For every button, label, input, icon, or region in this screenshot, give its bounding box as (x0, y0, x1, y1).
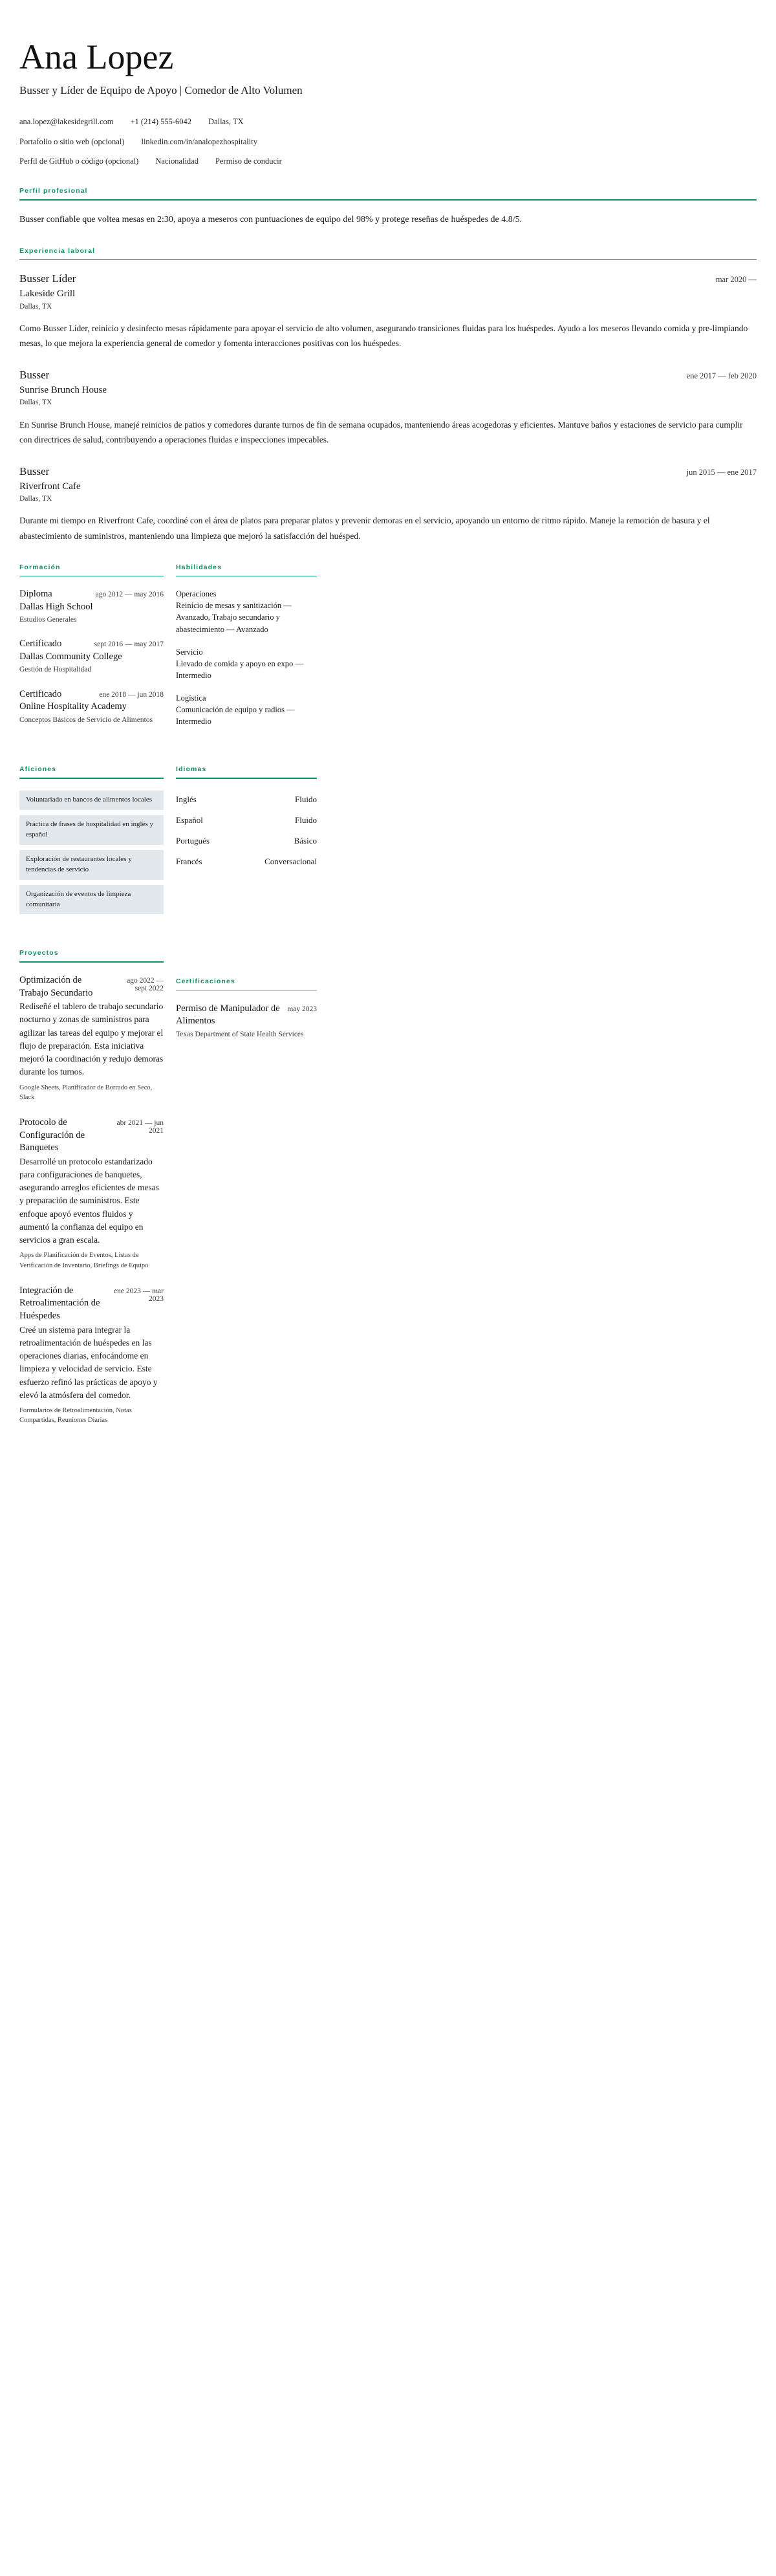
contact-location: Dallas, TX (208, 116, 244, 126)
skill-items: Llevado de comida y apoyo en expo — Intermedio (176, 659, 303, 680)
education-school: Dallas Community College (19, 651, 122, 662)
education-school: Dallas High School (19, 601, 93, 612)
project-title: Integración de Retroalimentación de Huéspedes (19, 1285, 100, 1322)
project-tools: Apps de Planificación de Eventos, Listas de Verificación de Inventario, Briefings de Equipo (19, 1252, 149, 1269)
experience-header (19, 368, 757, 382)
language-level: Fluido (295, 815, 317, 825)
column-projects (19, 949, 164, 1439)
education-header (19, 638, 164, 651)
language-name: Español (176, 815, 203, 825)
project-dates: ago 2022 — sept 2022 (127, 976, 164, 992)
experience-organization: Lakeside Grill (19, 289, 76, 300)
contact-phone[interactable]: +1 (214) 555-6042 (130, 116, 192, 126)
hobby-item: Exploración de restaurantes locales y tendencias de servicio (19, 850, 164, 880)
contact-nationality: Nacionalidad (155, 157, 199, 166)
contact-driving-licence: Permiso de conducir (215, 157, 282, 166)
section-divider-projects (19, 961, 164, 963)
hobby-item: Voluntariado en bancos de alimentos locales (19, 791, 164, 810)
section-divider-skills (176, 576, 317, 577)
column-languages (176, 765, 317, 873)
project-header (19, 974, 164, 999)
contact-row-primary (19, 116, 757, 128)
skill-group (176, 646, 317, 681)
experience-organization: Sunrise Brunch House (19, 385, 107, 396)
section-title-experience: Experiencia laboral (19, 246, 96, 255)
education-field: Estudios Generales (19, 616, 77, 624)
section-divider-hobbies (19, 778, 164, 779)
education-degree: Certificado (19, 639, 62, 649)
contact-email[interactable]: ana.lopez@lakesidegrill.com (19, 116, 114, 126)
experience-header (19, 464, 757, 478)
language-name: Inglés (176, 794, 197, 804)
certification-date: may 2023 (287, 1005, 317, 1013)
experience-description: Como Busser Líder, reinicio y desinfecto mesas rápidamente para apoyar el servicio de alto volumen, asegurando transiciones fluidas para los huéspedes. Ayudo a los meseros llevando comida y pre-limpiando mesas, lo que mejora la experiencia general de comedor y fomenta interacciones positivas con los huéspedes. (19, 323, 748, 349)
education-item (19, 588, 164, 625)
education-item (19, 638, 164, 675)
skill-category: Servicio (176, 647, 203, 657)
project-item (19, 1117, 164, 1271)
project-description: Desarrollé un protocolo estandarizado para configuraciones de banquetes, asegurando arreglos eficientes de mesas y preparación de suministros. Este enfoque apoyó eventos fluidos y aumentó la confianza del equipo en servicios a gran escala. (19, 1156, 159, 1245)
skill-group (176, 588, 317, 635)
project-header (19, 1117, 164, 1155)
education-school: Online Hospitality Academy (19, 701, 127, 712)
skill-category: Operaciones (176, 589, 217, 599)
column-skills (176, 563, 317, 739)
education-item (19, 688, 164, 725)
section-title-certifications: Certificaciones (176, 977, 235, 986)
project-dates: abr 2021 — jun 2021 (116, 1119, 164, 1135)
project-item (19, 1285, 164, 1426)
skill-group (176, 692, 317, 727)
section-divider-experience (19, 259, 757, 261)
experience-dates: mar 2020 — (715, 275, 757, 285)
section-experience (19, 247, 757, 544)
section-projects-certifications (19, 949, 757, 1439)
section-hobbies-languages (19, 765, 757, 919)
language-row (176, 853, 317, 873)
project-dates: ene 2023 — mar 2023 (114, 1287, 164, 1303)
project-header (19, 1285, 164, 1323)
skill-category: Logística (176, 693, 206, 703)
experience-role: Busser Líder (19, 272, 76, 285)
experience-dates: jun 2015 — ene 2017 (686, 467, 757, 477)
experience-role: Busser (19, 368, 50, 381)
candidate-name: Ana Lopez (19, 38, 174, 76)
education-dates: ago 2012 — may 2016 (95, 591, 164, 599)
contact-github[interactable]: Perfil de GitHub o código (opcional) (19, 157, 139, 166)
language-level: Fluido (295, 794, 317, 804)
language-name: Portugués (176, 836, 210, 846)
section-divider-languages (176, 778, 317, 779)
certification-header (176, 1003, 317, 1028)
education-degree: Certificado (19, 688, 62, 699)
contact-linkedin[interactable]: linkedin.com/in/analopezhospitality (141, 136, 257, 146)
experience-dates: ene 2017 — feb 2020 (686, 371, 757, 380)
experience-item (19, 368, 757, 448)
education-dates: sept 2016 — may 2017 (94, 640, 164, 649)
experience-organization: Riverfront Cafe (19, 481, 81, 492)
section-divider-education (19, 576, 164, 577)
education-dates: ene 2018 — jun 2018 (99, 690, 164, 699)
language-level: Básico (294, 836, 317, 846)
language-row (176, 811, 317, 832)
column-hobbies (19, 765, 164, 919)
section-title-skills: Habilidades (176, 563, 222, 571)
column-education (19, 563, 164, 738)
language-row (176, 832, 317, 853)
project-description: Creé un sistema para integrar la retroalimentación de huéspedes en las operaciones diarias, enfocándome en limpieza y velocidad de servicio. Este esfuerzo refinó las prácticas de apoyo y elevó la atmósfera del comedor. (19, 1324, 158, 1400)
candidate-headline: Busser y Líder de Equipo de Apoyo | Comedor de Alto Volumen (19, 83, 303, 96)
hobby-item: Organización de eventos de limpieza comunitaria (19, 885, 164, 915)
experience-item (19, 464, 757, 544)
section-education-skills (19, 563, 757, 739)
project-title: Protocolo de Configuración de Banquetes (19, 1117, 85, 1153)
education-field: Gestión de Hospitalidad (19, 666, 92, 674)
language-row (176, 791, 317, 811)
contact-row-extra (19, 155, 757, 168)
experience-description: En Sunrise Brunch House, manejé reinicios de patios y comedores durante turnos de fin de semana ocupados, manteniendo áreas acogedoras y eficientes. Mantuve baños y estaciones de servicio para cumplir con directrices de salud, contribuyendo a operaciones fluidas e inspecciones impecables. (19, 419, 743, 445)
project-tools: Google Sheets, Planificador de Borrado en Seco, Slack (19, 1084, 153, 1101)
education-header (19, 588, 164, 601)
resume-header (19, 39, 757, 168)
experience-header (19, 272, 757, 285)
contact-row-web (19, 136, 757, 148)
section-title-profile: Perfil profesional (19, 187, 88, 195)
project-title: Optimización de Trabajo Secundario (19, 974, 93, 998)
experience-location: Dallas, TX (19, 302, 52, 311)
section-divider-profile (19, 199, 757, 201)
education-header (19, 688, 164, 701)
certification-issuer: Texas Department of State Health Services (176, 1030, 304, 1038)
hobby-item: Práctica de frases de hospitalidad en inglés y español (19, 815, 164, 845)
skill-items: Comunicación de equipo y radios — Intermedio (176, 705, 295, 726)
experience-item (19, 272, 757, 351)
section-profile (19, 187, 757, 228)
project-tools: Formularios de Retroalimentación, Notas Compartidas, Reuniones Diarias (19, 1407, 132, 1424)
section-title-projects: Proyectos (19, 949, 59, 957)
skill-items: Reinicio de mesas y sanitización — Avanzado, Trabajo secundario y abastecimiento — Avanzado (176, 601, 292, 634)
profile-summary-text: Busser confiable que voltea mesas en 2:30, apoya a meseros con puntuaciones de equipo del 98% y protege reseñas de huéspedes de 4.8/5. (19, 214, 523, 224)
column-certifications (176, 949, 317, 1049)
project-item (19, 974, 164, 1102)
section-title-education: Formación (19, 563, 61, 571)
experience-location: Dallas, TX (19, 398, 52, 407)
education-degree: Diploma (19, 589, 52, 600)
education-field: Conceptos Básicos de Servicio de Alimentos (19, 715, 153, 724)
project-description: Rediseñé el tablero de trabajo secundario nocturno y zonas de suministros para agilizar las tareas del equipo y mejorar el flujo de preparación. Esta iniciativa mejoró la coordinación y redujo demoras durante los turnos. (19, 1001, 164, 1077)
certification-name: Permiso de Manipulador de Alimentos (176, 1003, 280, 1027)
contact-portfolio[interactable]: Portafolio o sitio web (opcional) (19, 136, 125, 146)
language-level: Conversacional (264, 857, 317, 867)
section-title-languages: Idiomas (176, 765, 207, 774)
certification-item (176, 1003, 317, 1040)
experience-role: Busser (19, 464, 50, 477)
section-title-hobbies: Aficiones (19, 765, 57, 774)
language-name: Francés (176, 857, 202, 867)
experience-location: Dallas, TX (19, 495, 52, 503)
experience-description: Durante mi tiempo en Riverfront Cafe, coordiné con el área de platos para preparar platos y prevenir demoras en el servicio, apoyando un entorno de ritmo rápido. Maneje la remoción de basura y el abastecimiento de suministros, manteniendo una limpieza que mejoró la satisfacción del huésped. (19, 516, 710, 541)
